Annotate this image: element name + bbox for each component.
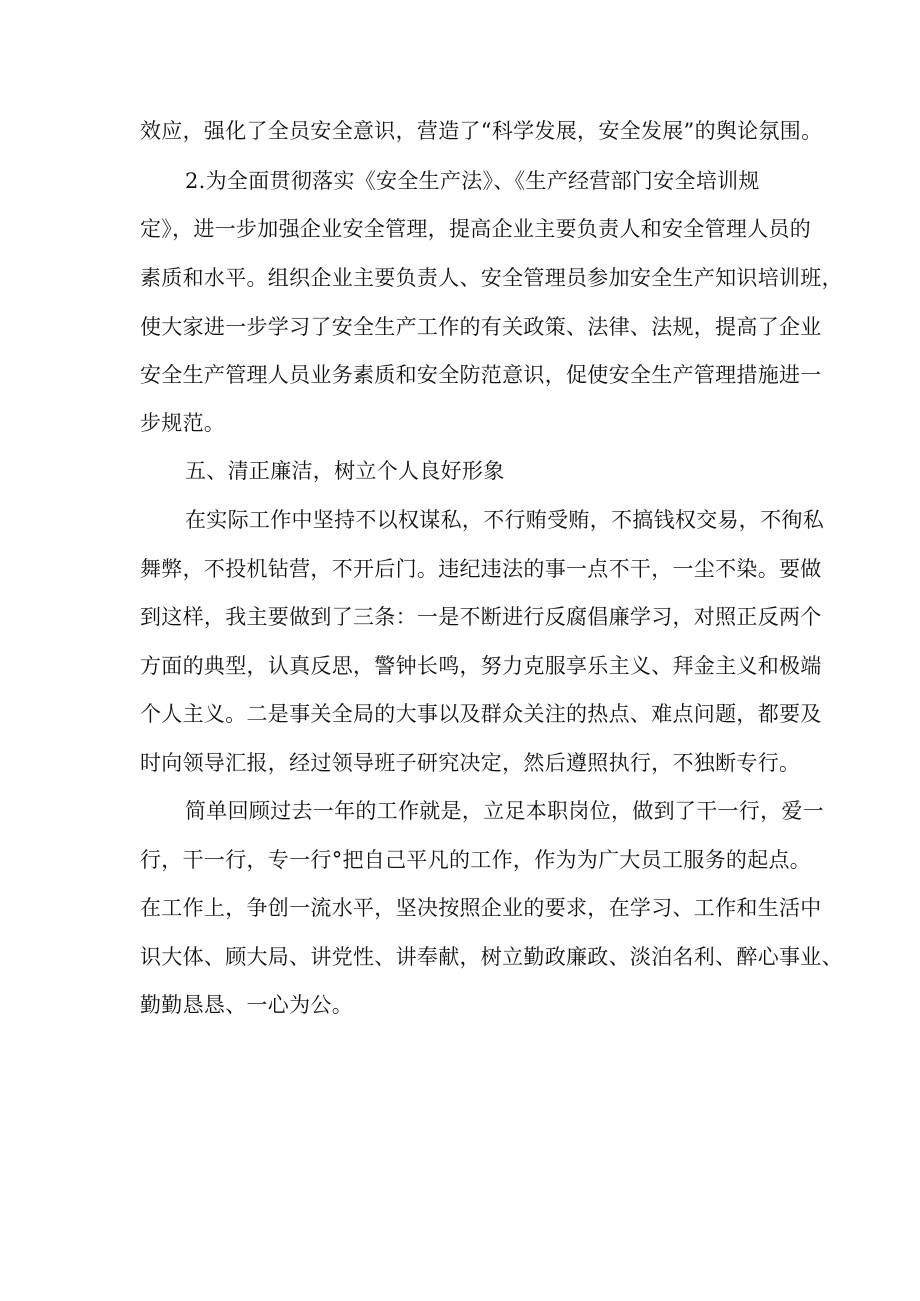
text-line: 舞弊，不投机钻营，不开后门。违纪违法的事一点不干，一尘不染。要做 [140, 557, 822, 581]
text-line: 使大家进一步学习了安全生产工作的有关政策、法律、法规，提高了企业 [140, 315, 822, 339]
text-line: 识大体、顾大局、讲党性、讲奉献，树立勤政廉政、淡泊名利、醉心事业、 [140, 945, 843, 969]
text-line: 安全生产管理人员业务素质和安全防范意识，促使安全生产管理措施进一 [140, 363, 822, 387]
text-line: 定》，进一步加强企业安全管理，提高企业主要负责人和安全管理人员的 [140, 217, 812, 241]
text-line: 时向领导汇报，经过领导班子研究决定，然后遵照执行，不独断专行。 [140, 751, 801, 775]
text-line: 方面的典型，认真反思，警钟长鸣，努力克服享乐主义、拜金主义和极端 [140, 654, 822, 678]
section-heading: 五、清正廉洁，树立个人良好形象 [185, 459, 505, 483]
text-line: 勤勤恳恳、一心为公。 [140, 993, 353, 1017]
text-line: 效应，强化了全员安全意识，营造了“科学发展，安全发展”的舆论氛围。 [140, 119, 823, 143]
text-line: 简单回顾过去一年的工作就是，立足本职岗位，做到了干一行，爱一 [185, 799, 824, 823]
text-line: 个人主义。二是事关全局的大事以及群众关注的热点、难点问题，都要及 [140, 702, 822, 726]
text-line: 到这样，我主要做到了三条：一是不断进行反腐倡廉学习，对照正反两个 [140, 605, 822, 629]
text-line: 2.为全面贯彻落实《安全生产法》、《生产经营部门安全培训规 [185, 169, 760, 193]
text-line: 步规范。 [140, 411, 226, 435]
text-line: 素质和水平。组织企业主要负责人、安全管理员参加安全生产知识培训班， [140, 266, 843, 290]
text-line: 行，干一行，专一行°把自己平凡的工作，作为为广大员工服务的起点。 [140, 848, 812, 872]
text-line: 在工作上，争创一流水平，坚决按照企业的要求，在学习、工作和生活中 [140, 896, 822, 920]
text-line: 在实际工作中坚持不以权谋私，不行贿受贿，不搞钱权交易，不徇私 [185, 508, 824, 532]
